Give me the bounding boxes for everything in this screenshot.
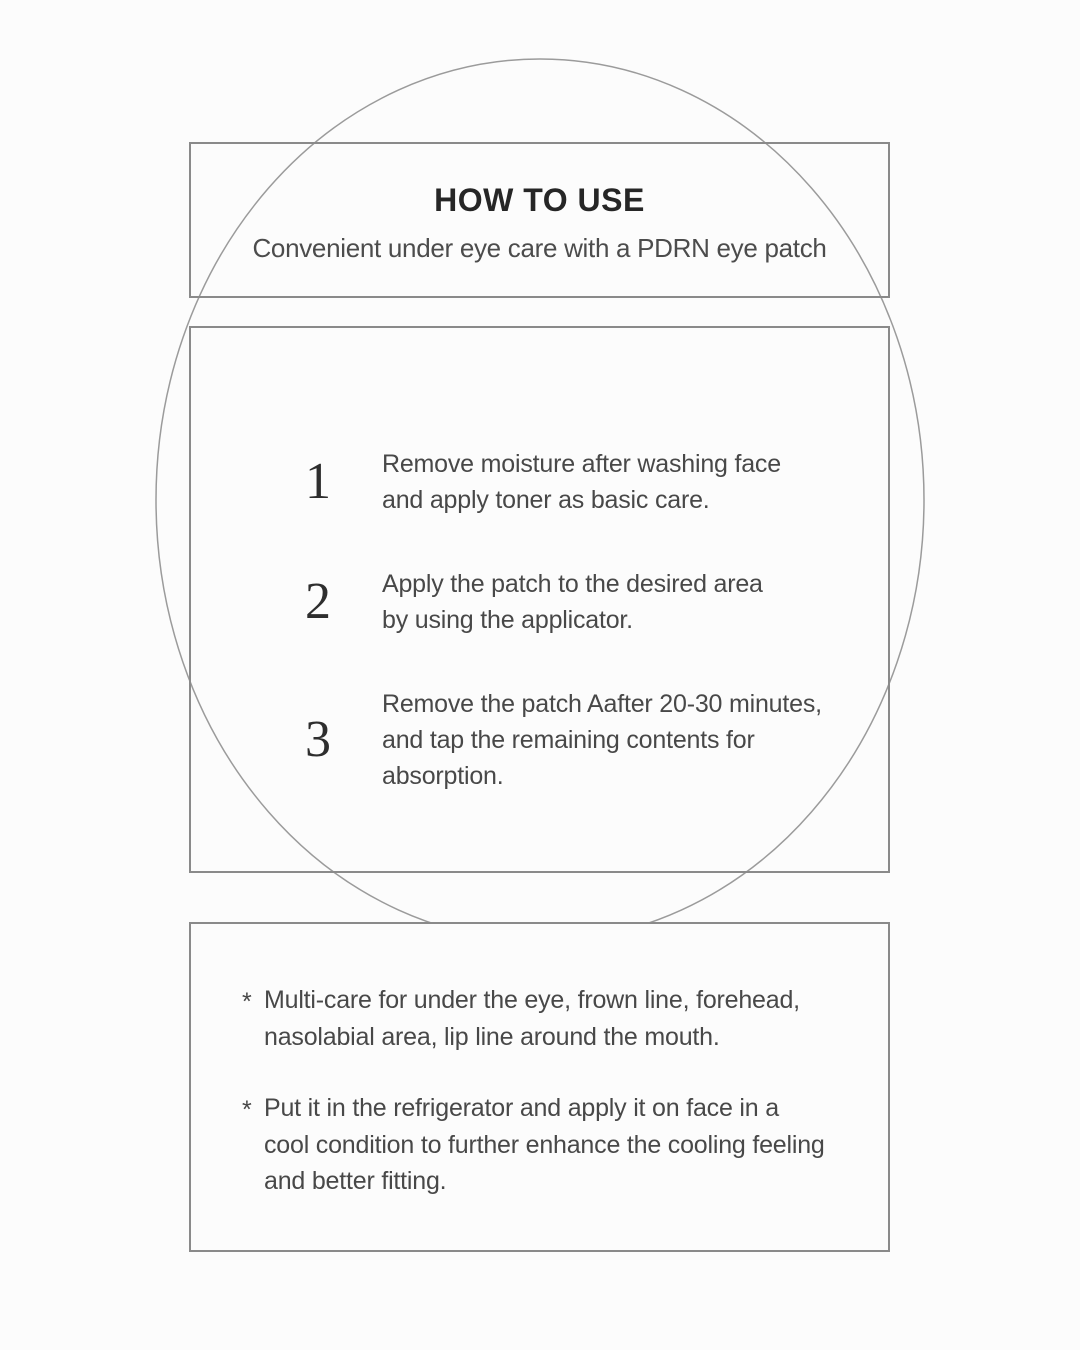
note-2-line-2: cool condition to further enhance the cooling feeling xyxy=(264,1130,825,1159)
page-subtitle: Convenient under eye care with a PDRN eye patch xyxy=(252,233,827,263)
note-1 xyxy=(242,982,888,1055)
note-2-text xyxy=(264,1090,825,1200)
asterisk-icon: * xyxy=(242,1096,252,1124)
step-3-line-2: and tap the remaining contents for xyxy=(382,726,755,754)
note-2 xyxy=(242,1090,888,1200)
step-1 xyxy=(191,446,888,518)
note-1-line-1: Multi-care for under the eye, frown line, forehead, xyxy=(264,986,800,1014)
note-2-line-3: and better fitting. xyxy=(264,1167,447,1195)
steps-box xyxy=(189,326,890,873)
notes-box xyxy=(189,922,890,1252)
asterisk-icon: * xyxy=(242,988,252,1016)
step-1-text xyxy=(382,446,781,518)
header-box xyxy=(189,142,890,298)
step-2-line-2: by using the applicator. xyxy=(382,606,633,634)
step-3-number: 3 xyxy=(305,711,331,768)
step-2-number: 2 xyxy=(305,573,331,630)
step-1-number: 1 xyxy=(305,453,331,510)
note-2-line-1: Put it in the refrigerator and apply it on face in a xyxy=(264,1094,779,1122)
notes-list xyxy=(191,924,888,1200)
note-1-text xyxy=(264,982,800,1055)
step-2-text xyxy=(382,566,763,638)
step-1-line-2: and apply toner as basic care. xyxy=(382,486,710,514)
page-title: HOW TO USE xyxy=(434,182,645,218)
note-1-line-2: nasolabial area, lip line around the mouth. xyxy=(264,1022,720,1051)
step-2-line-1: Apply the patch to the desired area xyxy=(382,570,763,598)
step-1-line-1: Remove moisture after washing face xyxy=(382,450,781,478)
step-3-line-1: Remove the patch Aafter 20-30 minutes, xyxy=(382,690,822,718)
step-2 xyxy=(191,566,888,638)
step-3 xyxy=(191,686,888,794)
step-3-line-3: absorption. xyxy=(382,762,504,790)
step-3-text xyxy=(382,686,822,794)
steps-list xyxy=(191,446,888,842)
